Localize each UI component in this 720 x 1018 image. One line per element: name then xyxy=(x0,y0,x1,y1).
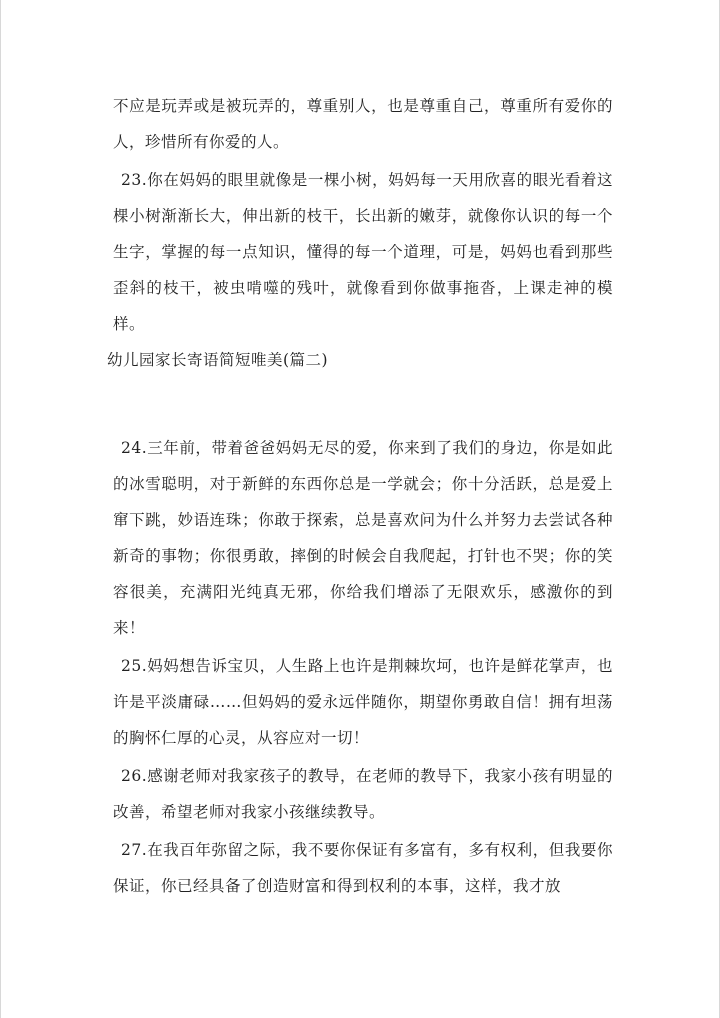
paragraph-26: 26.感谢老师对我家孩子的教导，在老师的教导下，我家小孩有明显的改善，希望老师对我家小孩继续教导。 xyxy=(113,767,613,821)
document-body xyxy=(107,88,613,904)
paragraph-continuation: 不应是玩弄或是被玩弄的，尊重别人，也是尊重自己，尊重所有爱你的人，珍惜所有你爱的人。 xyxy=(113,97,613,151)
paragraph-24: 24.三年前，带着爸爸妈妈无尽的爱，你来到了我们的身边，你是如此的冰雪聪明，对于新鲜的东西你总是一学就会；你十分活跃，总是爱上窜下跳，妙语连珠；你敢于探索，总是喜欢问为什么并努力去尝试各种新奇的事物；你很勇敢，摔倒的时候会自我爬起，打针也不哭；你的笑容很美，充满阳光纯真无邪，你给我们增添了无限欢乐，感激你的到来！ xyxy=(113,439,613,637)
paragraph-23: 23.你在妈妈的眼里就像是一棵小树，妈妈每一天用欣喜的眼光看着这棵小树渐渐长大，伸出新的枝干，长出新的嫩芽，就像你认识的每一个生字，掌握的每一点知识，懂得的每一个道理，可是，妈妈也看到那些歪斜的枝干，被虫啃噬的残叶，就像看到你做事拖沓，上课走神的模样。 xyxy=(113,171,613,333)
section-heading: 幼儿园家长寄语简短唯美(篇二) xyxy=(107,351,329,369)
paragraph-25: 25.妈妈想告诉宝贝，人生路上也许是荆棘坎坷，也许是鲜花掌声，也许是平淡庸碌……但妈妈的爱永远伴随你，期望你勇敢自信！拥有坦荡的胸怀仁厚的心灵，从容应对一切！ xyxy=(113,657,613,747)
paragraph-27: 27.在我百年弥留之际，我不要你保证有多富有，多有权利，但我要你保证，你已经具备了创造财富和得到权利的本事，这样，我才放 xyxy=(113,841,613,895)
